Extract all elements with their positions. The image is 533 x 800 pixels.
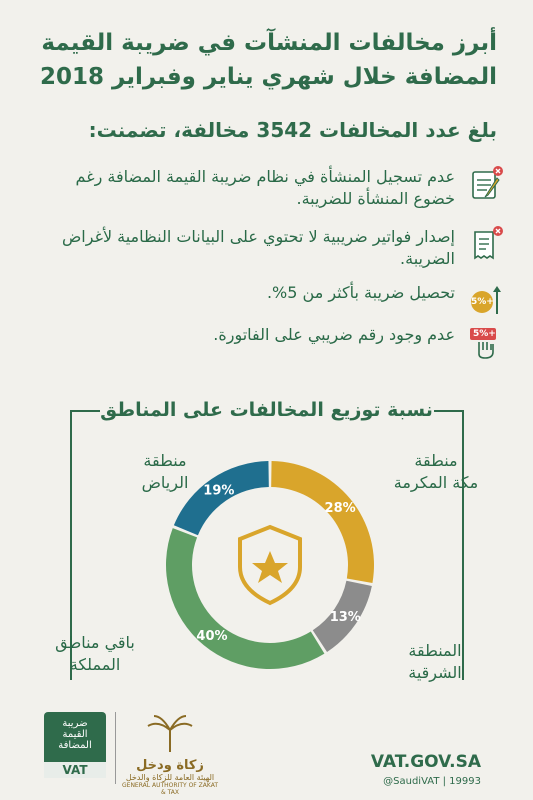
region-label-rest: [40, 632, 150, 676]
donut-percent-label: 28%: [324, 500, 356, 516]
shield-star-icon: [240, 527, 300, 603]
donut-percent-label: 19%: [203, 483, 235, 499]
authority-name-en: GENERAL AUTHORITY OF ZAKAT & TAX: [122, 782, 218, 796]
violation-text: عدم تسجيل المنشأة في نظام ضريبة القيمة المضافة رغم خضوع المنشأة للضريبة.: [75, 167, 455, 208]
region-label-line: منطقة: [414, 451, 458, 470]
vat-logo-brand: VAT: [44, 762, 106, 778]
donut-segment: [271, 461, 374, 583]
vat-logo-line: القيمة: [62, 729, 88, 740]
tax-increase-icon: [467, 282, 503, 318]
region-label-line: باقي مناطق: [55, 633, 135, 652]
region-label-line: مكة المكرمة: [393, 473, 479, 492]
violation-text: إصدار فواتير ضريبية لا تحتوي على البيانات النظامية لأغراض الضريبة.: [61, 227, 455, 268]
page-title: أبرز مخالفات المنشآت في ضريبة القيمة المضافة خلال شهري يناير وفبراير 2018: [40, 30, 497, 90]
distribution-title: نسبة توزيع المخالفات على المناطق: [100, 399, 433, 421]
violation-text: عدم وجود رقم ضريبي على الفاتورة.: [213, 325, 455, 344]
violation-item: [33, 226, 503, 270]
violation-item: [33, 166, 503, 210]
donut-percent-label: 40%: [196, 629, 228, 645]
donut-percent-label: 13%: [329, 610, 361, 626]
violation-item: [33, 282, 503, 318]
badge-label: +5%: [471, 297, 494, 307]
violations-summary: بلغ عدد المخالفات 3542 مخالفة، تضمنت:: [88, 118, 497, 142]
violation-item: [33, 324, 503, 360]
region-label-makkah: [386, 450, 486, 494]
violation-text: تحصيل ضريبة بأكثر من 5%.: [266, 283, 455, 302]
form-pencil-x-icon: [467, 166, 503, 202]
region-label-eastern: [390, 640, 480, 684]
region-label-riyadh: [120, 450, 210, 494]
vat-logo-line: ضريبة: [62, 718, 88, 729]
region-label-line: الرياض: [141, 473, 189, 492]
region-label-line: منطقة: [143, 451, 187, 470]
authority-name-ar: الهيئة العامة للزكاة والدخل: [125, 773, 215, 782]
authority-logo-text: زكاة ودخل: [136, 758, 204, 773]
region-label-line: المنطقة: [408, 641, 462, 660]
invoice-x-icon: [467, 226, 503, 262]
social-handle[interactable]: @SaudiVAT | 19993: [383, 776, 481, 787]
footer-divider: [115, 712, 116, 784]
badge-label: +5%: [473, 329, 496, 339]
hand-tag-icon: [467, 324, 503, 360]
vat-logo: [44, 712, 106, 778]
website-link[interactable]: VAT.GOV.SA: [370, 752, 481, 772]
vat-logo-line: المضافة: [58, 740, 92, 751]
authority-logo: [120, 712, 220, 796]
palm-tree-icon: [120, 712, 220, 754]
region-label-line: الشرقية: [408, 663, 462, 682]
region-label-line: المملكة: [69, 655, 121, 674]
